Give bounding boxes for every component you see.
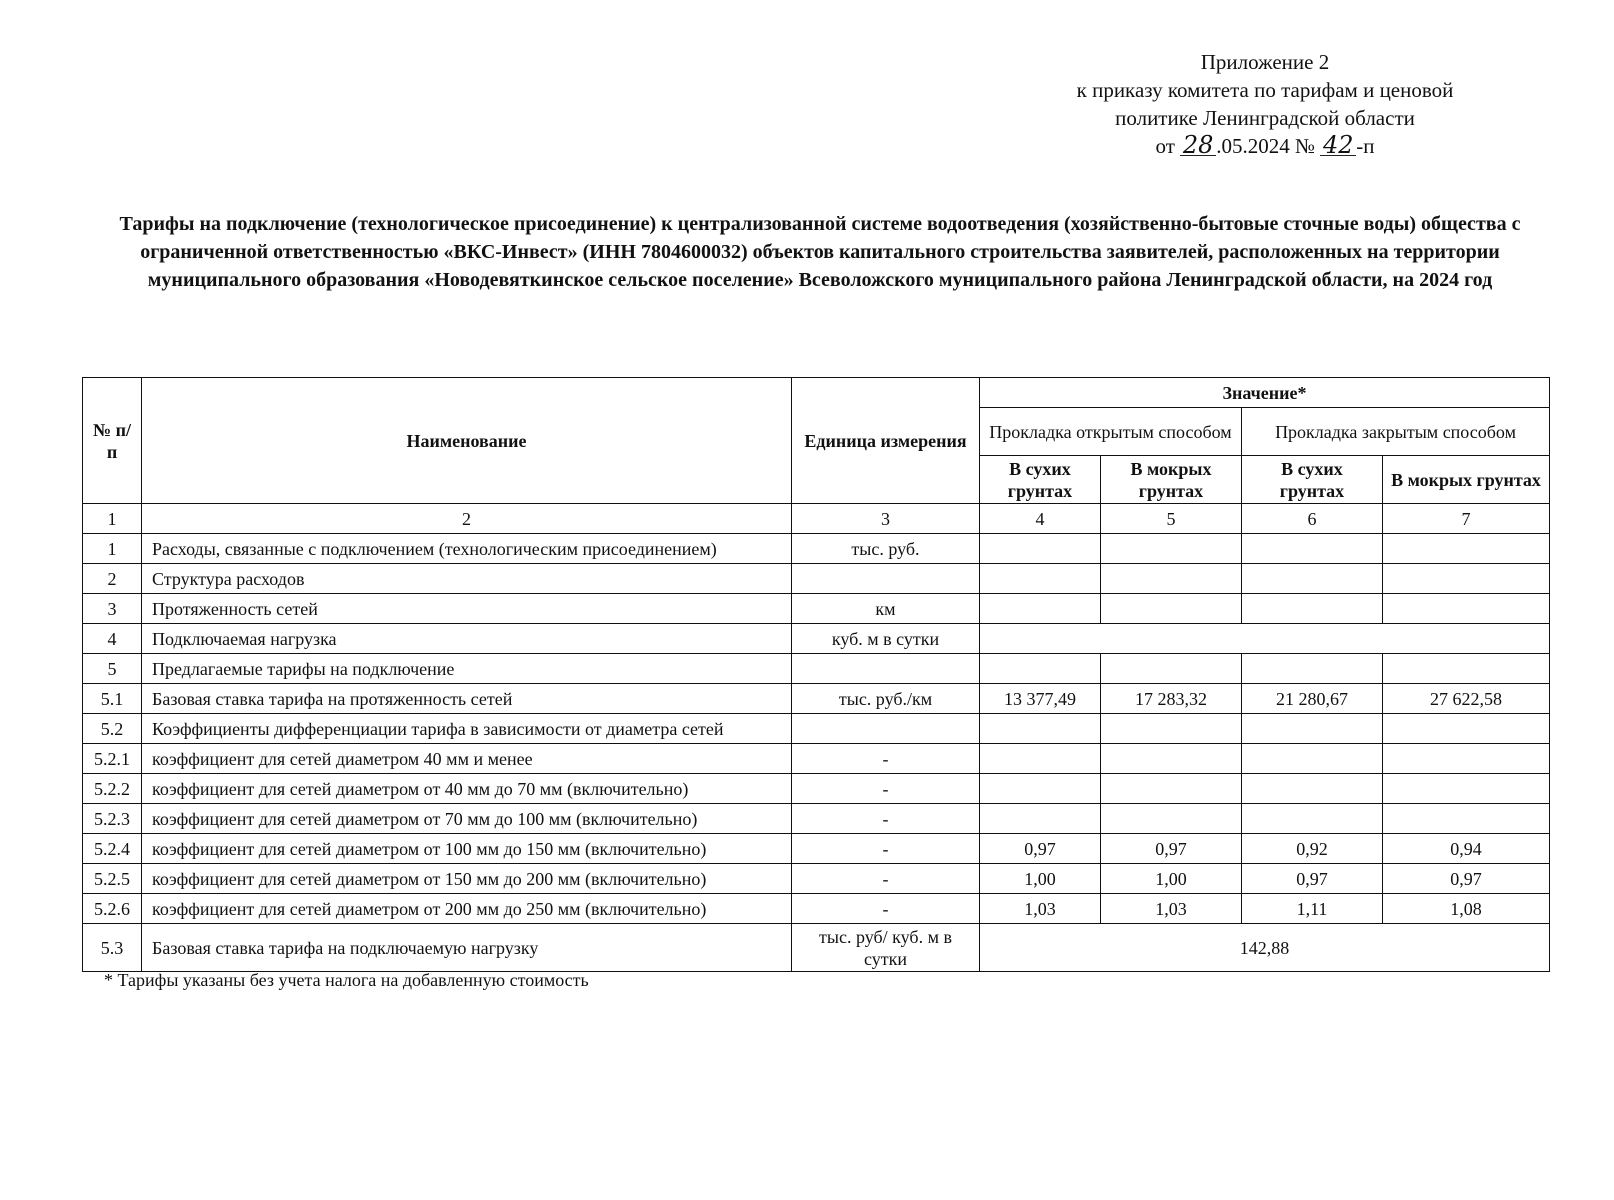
row-value: [1242, 744, 1383, 774]
document-title: Тарифы на подключение (технологическое присоединение) к централизованной системе водоотведения (хозяйственно-бытовые сточные воды) общества с ограниченной ответственностью «ВКС-Инвест» (ИНН 7804600032) объектов капитального строительства заявителей, расположенных на территории муниципального образования «Новодевяткинское сельское поселение» Всеволожского муниципального района Ленинградской области, на 2024 год: [119, 213, 1521, 291]
row-name: коэффициент для сетей диаметром от 70 мм до 100 мм (включительно): [142, 804, 792, 834]
table-row: [83, 624, 1550, 654]
row-value: 1,00: [980, 864, 1101, 894]
row-num: 2: [83, 564, 142, 594]
row-value: [1101, 744, 1242, 774]
index-cell: 3: [792, 504, 980, 534]
row-value: 1,11: [1242, 894, 1383, 924]
row-num: 5.2.3: [83, 804, 142, 834]
row-unit: тыс. руб.: [792, 534, 980, 564]
row-value: [1101, 654, 1242, 684]
header-name: Наименование: [142, 378, 792, 504]
row-value: [1242, 714, 1383, 744]
index-cell: 4: [980, 504, 1101, 534]
row-unit: тыс. руб/ куб. м в сутки: [792, 924, 980, 972]
row-name: коэффициент для сетей диаметром от 150 мм до 200 мм (включительно): [142, 864, 792, 894]
row-name: Базовая ставка тарифа на протяженность сетей: [142, 684, 792, 714]
row-value: [980, 804, 1101, 834]
row-name: коэффициент для сетей диаметром от 100 мм до 150 мм (включительно): [142, 834, 792, 864]
row-unit: -: [792, 864, 980, 894]
table-row: [83, 744, 1550, 774]
row-name: Коэффициенты дифференциации тарифа в зависимости от диаметра сетей: [142, 714, 792, 744]
row-name: коэффициент для сетей диаметром 40 мм и менее: [142, 744, 792, 774]
header-open-method: Прокладка открытым способом: [980, 408, 1242, 456]
handwritten-day: 28: [1180, 135, 1216, 156]
row-value: [1101, 564, 1242, 594]
row-value: 0,97: [980, 834, 1101, 864]
row-value: 0,94: [1383, 834, 1550, 864]
table-row: [83, 774, 1550, 804]
index-cell: 1: [83, 504, 142, 534]
row-value-merged: [980, 624, 1550, 654]
row-unit: км: [792, 594, 980, 624]
table-row: [83, 654, 1550, 684]
row-value: [1101, 804, 1242, 834]
row-unit: -: [792, 834, 980, 864]
appendix-header: [1030, 48, 1500, 160]
handwritten-number: 42: [1320, 135, 1356, 156]
appendix-title: Приложение 2: [1200, 50, 1330, 74]
row-name: Структура расходов: [142, 564, 792, 594]
row-value: 17 283,32: [1101, 684, 1242, 714]
row-unit: [792, 564, 980, 594]
row-value: [1242, 594, 1383, 624]
row-unit: -: [792, 804, 980, 834]
row-value: [980, 774, 1101, 804]
row-value: [1101, 774, 1242, 804]
row-unit: [792, 714, 980, 744]
index-cell: 5: [1101, 504, 1242, 534]
table-row: [83, 684, 1550, 714]
table-row: [83, 804, 1550, 834]
table-row: [83, 594, 1550, 624]
row-unit: куб. м в сутки: [792, 624, 980, 654]
row-value: 21 280,67: [1242, 684, 1383, 714]
index-cell: 6: [1242, 504, 1383, 534]
row-value: [1242, 654, 1383, 684]
row-value: [980, 564, 1101, 594]
appendix-order-line: к приказу комитета по тарифам и ценовой: [1076, 78, 1454, 102]
index-cell: 7: [1383, 504, 1550, 534]
row-num: 5.1: [83, 684, 142, 714]
appendix-date-line: [1030, 132, 1500, 160]
row-value: 13 377,49: [980, 684, 1101, 714]
column-index-row: [83, 504, 1550, 534]
number-suffix: -п: [1356, 134, 1375, 158]
row-value: [1242, 804, 1383, 834]
header-closed-dry: В сухих грунтах: [1242, 456, 1383, 504]
header-unit: Единица измерения: [792, 378, 980, 504]
header-open-dry: В сухих грунтах: [980, 456, 1101, 504]
row-name: Подключаемая нагрузка: [142, 624, 792, 654]
row-name: коэффициент для сетей диаметром от 200 мм до 250 мм (включительно): [142, 894, 792, 924]
appendix-committee-line: политике Ленинградской области: [1115, 106, 1415, 130]
row-value: [980, 744, 1101, 774]
row-num: 3: [83, 594, 142, 624]
row-value-merged: 142,88: [980, 924, 1550, 972]
row-unit: -: [792, 894, 980, 924]
header-closed-wet: В мокрых грунтах: [1383, 456, 1550, 504]
row-value: [1101, 714, 1242, 744]
row-value: [1383, 774, 1550, 804]
row-name: Расходы, связанные с подключением (технологическим присоединением): [142, 534, 792, 564]
row-value: 0,97: [1101, 834, 1242, 864]
footnote: * Тарифы указаны без учета налога на добавленную стоимость: [104, 970, 589, 990]
row-num: 5.2.4: [83, 834, 142, 864]
row-value: [1383, 654, 1550, 684]
row-value: [1383, 564, 1550, 594]
row-unit: [792, 654, 980, 684]
row-value: [1101, 534, 1242, 564]
row-num: 5.2.5: [83, 864, 142, 894]
table-row: [83, 894, 1550, 924]
row-value: 0,92: [1242, 834, 1383, 864]
row-value: 27 622,58: [1383, 684, 1550, 714]
table-row: [83, 714, 1550, 744]
index-cell: 2: [142, 504, 792, 534]
row-num: 5.2.6: [83, 894, 142, 924]
row-value: [1383, 744, 1550, 774]
row-value: [980, 594, 1101, 624]
row-value: [1242, 774, 1383, 804]
row-name: Протяженность сетей: [142, 594, 792, 624]
row-value: [1383, 714, 1550, 744]
row-value: [1242, 534, 1383, 564]
tariffs-table: [82, 377, 1550, 972]
row-unit: -: [792, 774, 980, 804]
row-unit: -: [792, 744, 980, 774]
row-name: Предлагаемые тарифы на подключение: [142, 654, 792, 684]
row-num: 5.3: [83, 924, 142, 972]
row-num: 5.2.2: [83, 774, 142, 804]
row-value: 1,00: [1101, 864, 1242, 894]
header-num: № п/п: [83, 378, 142, 504]
date-prefix: от: [1155, 134, 1175, 158]
row-value: [1383, 804, 1550, 834]
date-rest: .05.2024 №: [1216, 134, 1315, 158]
row-value: 1,03: [980, 894, 1101, 924]
row-num: 5: [83, 654, 142, 684]
table-row: [83, 864, 1550, 894]
header-open-wet: В мокрых грунтах: [1101, 456, 1242, 504]
header-closed-method: Прокладка закрытым способом: [1242, 408, 1550, 456]
row-value: 0,97: [1383, 864, 1550, 894]
row-value: [1383, 534, 1550, 564]
row-value: [980, 654, 1101, 684]
row-value: [1383, 594, 1550, 624]
row-name: коэффициент для сетей диаметром от 40 мм до 70 мм (включительно): [142, 774, 792, 804]
row-num: 1: [83, 534, 142, 564]
row-value: 0,97: [1242, 864, 1383, 894]
row-unit: тыс. руб./км: [792, 684, 980, 714]
table-row: [83, 924, 1550, 972]
table-row: [83, 834, 1550, 864]
header-value: Значение*: [980, 378, 1550, 408]
row-value: [1101, 594, 1242, 624]
row-value: [1242, 564, 1383, 594]
row-value: 1,08: [1383, 894, 1550, 924]
row-value: 1,03: [1101, 894, 1242, 924]
row-num: 5.2: [83, 714, 142, 744]
row-num: 5.2.1: [83, 744, 142, 774]
table-row: [83, 564, 1550, 594]
row-value: [980, 714, 1101, 744]
row-num: 4: [83, 624, 142, 654]
table-row: [83, 534, 1550, 564]
row-name: Базовая ставка тарифа на подключаемую нагрузку: [142, 924, 792, 972]
row-value: [980, 534, 1101, 564]
